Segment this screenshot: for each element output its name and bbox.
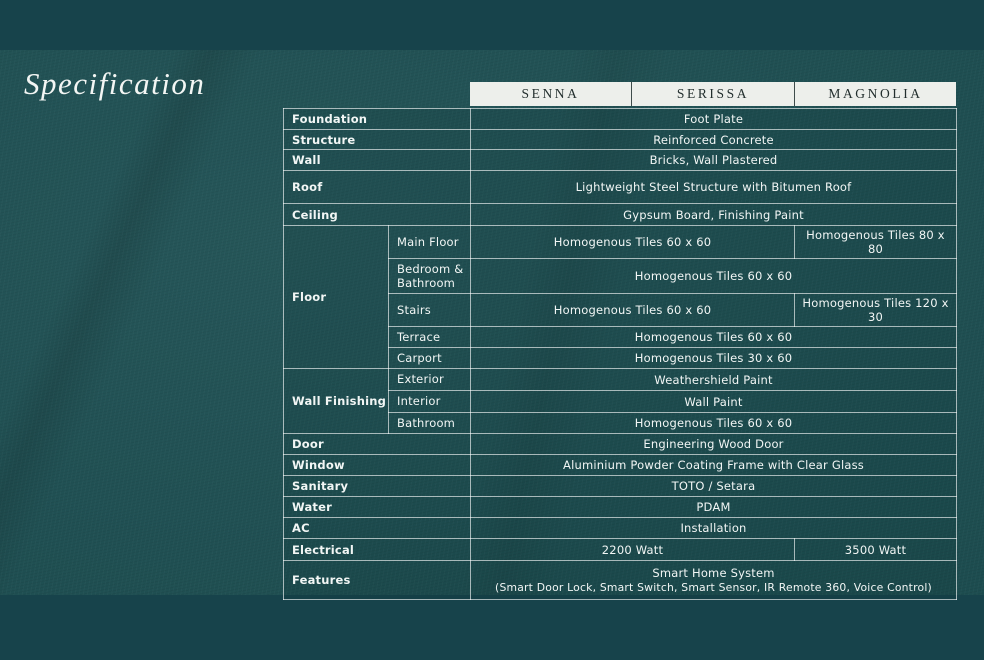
row-sublabel-stairs: Stairs [389, 294, 471, 327]
cell-foundation-value: Foot Plate [471, 109, 957, 130]
cell-exterior-value: Weathershield Paint [471, 369, 957, 391]
features-line2: (Smart Door Lock, Smart Switch, Smart Sensor, IR Remote 360, Voice Control) [495, 581, 932, 594]
cell-features-value [471, 561, 957, 600]
row-sublabel-bathroom: Bathroom [389, 413, 471, 434]
cell-electrical-senna-serissa: 2200 Watt [471, 539, 795, 561]
row-label-foundation: Foundation [284, 109, 471, 130]
cell-door-value: Engineering Wood Door [471, 434, 957, 455]
column-header-senna: SENNA [470, 82, 631, 106]
cell-main-floor-magnolia: Homogenous Tiles 80 x 80 [795, 226, 957, 259]
row-label-ceiling: Ceiling [284, 204, 471, 226]
row-label-wall: Wall [284, 150, 471, 171]
row-label-ac: AC [284, 518, 471, 539]
row-label-roof: Roof [284, 171, 471, 204]
row-sublabel-terrace: Terrace [389, 327, 471, 348]
cell-interior-value: Wall Paint [471, 391, 957, 413]
cell-electrical-magnolia: 3500 Watt [795, 539, 957, 561]
row-label-wall-finishing: Wall Finishing [284, 369, 389, 434]
spec-table-body [283, 108, 957, 600]
cell-main-floor-senna-serissa: Homogenous Tiles 60 x 60 [471, 226, 795, 259]
row-sublabel-interior: Interior [389, 391, 471, 413]
page-title: Specification [24, 66, 206, 101]
row-sublabel-main-floor: Main Floor [389, 226, 471, 259]
cell-water-value: PDAM [471, 497, 957, 518]
cell-sanitary-value: TOTO / Setara [471, 476, 957, 497]
cell-stairs-magnolia: Homogenous Tiles 120 x 30 [795, 294, 957, 327]
row-label-door: Door [284, 434, 471, 455]
cell-stairs-senna-serissa: Homogenous Tiles 60 x 60 [471, 294, 795, 327]
spec-table [283, 82, 956, 600]
cell-wall-value: Bricks, Wall Plastered [471, 150, 957, 171]
row-label-structure: Structure [284, 130, 471, 150]
row-label-window: Window [284, 455, 471, 476]
cell-structure-value: Reinforced Concrete [471, 130, 957, 150]
cell-carport-value: Homogenous Tiles 30 x 60 [471, 348, 957, 369]
column-header-magnolia: MAGNOLIA [794, 82, 956, 106]
row-sublabel-exterior: Exterior [389, 369, 471, 391]
row-sublabel-bedroom-bathroom: Bedroom & Bathroom [389, 259, 471, 294]
row-label-features: Features [284, 561, 471, 600]
cell-roof-value: Lightweight Steel Structure with Bitumen Roof [471, 171, 957, 204]
row-label-water: Water [284, 497, 471, 518]
features-line1: Smart Home System [652, 566, 775, 580]
cell-bedroom-bathroom-value: Homogenous Tiles 60 x 60 [471, 259, 957, 294]
column-header-serissa: SERISSA [631, 82, 794, 106]
row-label-sanitary: Sanitary [284, 476, 471, 497]
row-label-electrical: Electrical [284, 539, 471, 561]
cell-bathroom-finishing-value: Homogenous Tiles 60 x 60 [471, 413, 957, 434]
cell-window-value: Aluminium Powder Coating Frame with Clear Glass [471, 455, 957, 476]
row-sublabel-carport: Carport [389, 348, 471, 369]
cell-ceiling-value: Gypsum Board, Finishing Paint [471, 204, 957, 226]
row-label-floor: Floor [284, 226, 389, 369]
cell-terrace-value: Homogenous Tiles 60 x 60 [471, 327, 957, 348]
column-headers [470, 82, 956, 106]
cell-ac-value: Installation [471, 518, 957, 539]
